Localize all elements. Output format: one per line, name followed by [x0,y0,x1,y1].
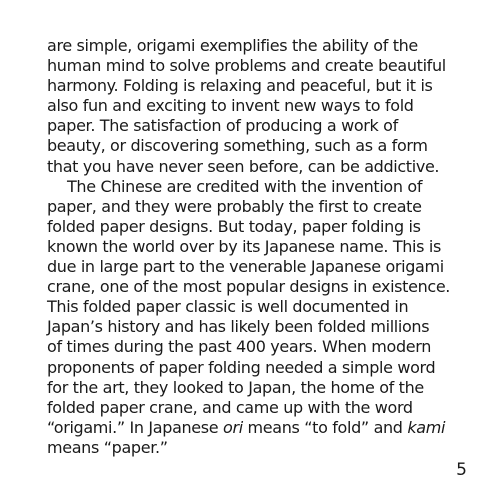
text-line [47,277,467,297]
text-segment: paper, and they were probably the first to create [47,196,422,216]
text-segment: harmony. Folding is relaxing and peaceful, but it is [47,76,433,96]
text-segment: also fun and exciting to invent new ways to fold [47,96,414,116]
text-segment: due in large part to the venerable Japanese origami [47,257,444,277]
text-segment: for the art, they looked to Japan, the home of the [47,377,424,397]
text-line [47,257,467,277]
body-text [47,36,467,458]
text-segment: known the world over by its Japanese name. This is [47,236,441,256]
text-line [47,418,467,438]
text-segment: folded paper crane, and came up with the word [47,397,413,417]
italic-term: kami [407,417,446,437]
text-line [47,56,467,76]
text-segment: are simple, origami exemplifies the ability of the [47,36,418,55]
text-line [47,116,467,136]
text-segment: means “paper.” [47,437,168,457]
text-line [47,76,467,96]
text-line [47,217,467,237]
text-line [47,197,467,217]
text-segment: proponents of paper folding needed a simple word [47,357,436,377]
text-segment: Japan’s history and has likely been folded millions [47,317,430,337]
text-line [47,96,467,116]
text-line [47,398,467,418]
text-segment: beauty, or discovering something, such as a form [47,136,428,156]
text-segment: that you have never seen before, can be addictive. [47,156,440,176]
text-segment: paper. The satisfaction of producing a work of [47,116,398,136]
text-line [47,157,467,177]
text-segment: “origami.” In Japanese [47,417,224,437]
text-line [47,36,467,56]
text-segment: This folded paper classic is well documented in [47,297,409,317]
text-line [47,337,467,357]
text-line [47,378,467,398]
text-line [47,438,467,458]
text-segment: of times during the past 400 years. When modern [47,337,432,357]
text-line [47,317,467,337]
italic-term: ori [223,417,243,437]
text-line [47,237,467,257]
text-segment: crane, one of the most popular designs in existence. [47,277,451,297]
text-line [47,136,467,156]
text-segment: folded paper designs. But today, paper folding is [47,216,421,236]
text-line [47,177,467,197]
text-segment: means “to fold” and [242,417,408,437]
text-segment: human mind to solve problems and create beautiful [47,56,446,76]
page-number: 5 [456,460,467,480]
text-segment: The Chinese are credited with the invention of [67,176,423,196]
text-line [47,297,467,317]
text-line [47,358,467,378]
